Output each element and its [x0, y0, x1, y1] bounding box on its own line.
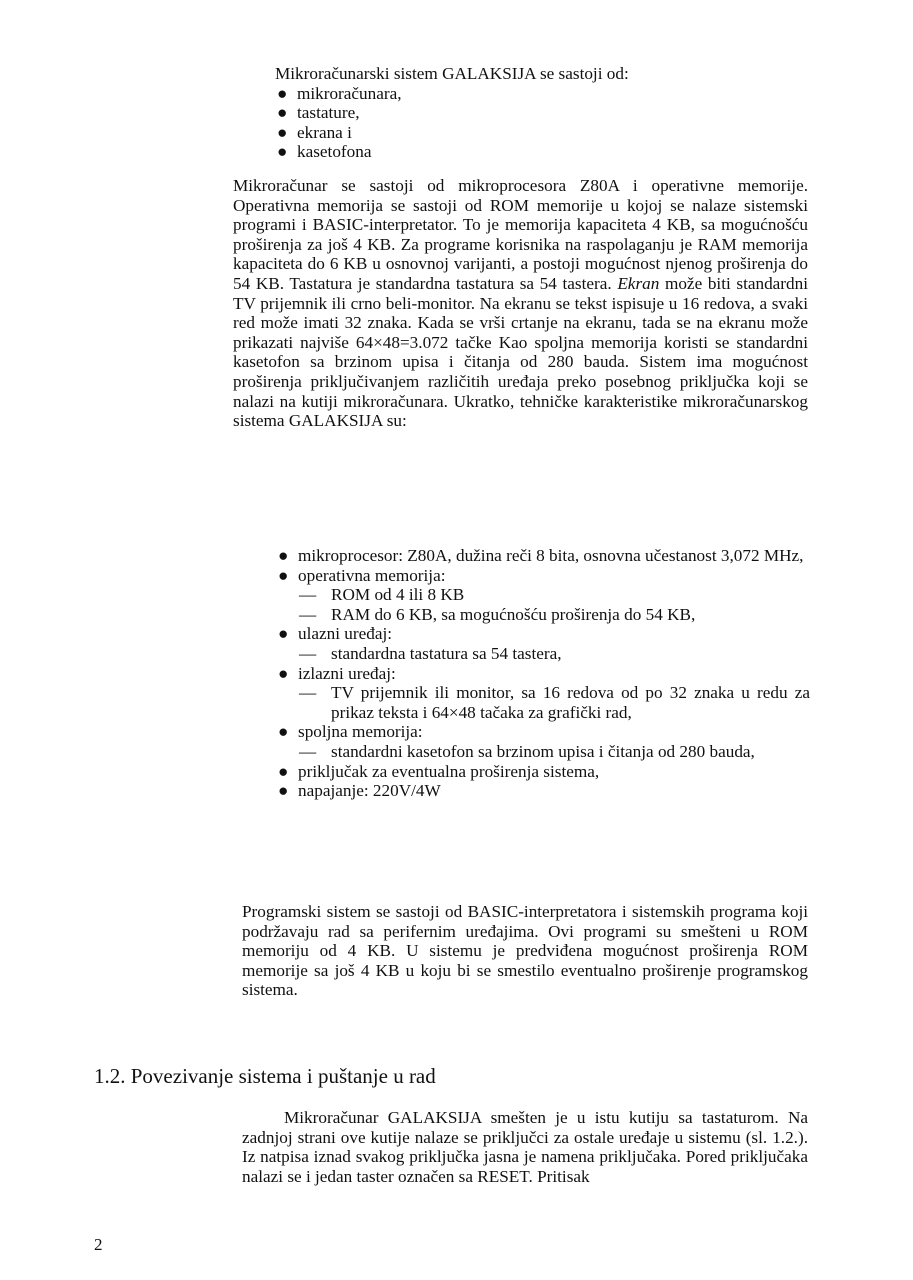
bullet-icon: ● [278, 624, 289, 644]
bullet-icon: ● [278, 781, 289, 801]
dash-icon: — [299, 585, 317, 605]
software-paragraph: Programski sistem se sastoji od BASIC-interpretatora i sistemskih programa koji podržavaju rad sa perifernim uređajima. Ovi programi su smešteni u ROM memoriju od 4 KB. U sistemu je predviđena mogućnost proširenja ROM memorije sa još 4 KB u koju bi se smestilo eventualno proširenje programskog sistema. [242, 902, 808, 1000]
bullet-icon: ● [278, 565, 289, 585]
spec-text: izlazni uređaj: [298, 663, 396, 683]
bullet-icon: ● [277, 122, 288, 142]
spec-text: standardni kasetofon sa brzinom upisa i čitanja od 280 bauda, [331, 741, 755, 761]
spec-list [275, 546, 810, 801]
spec-text: mikroprocesor: Z80A, dužina reči 8 bita, osnovna učestanost 3,072 MHz, [298, 546, 804, 565]
paragraph-text: Mikroračunar se sastoji od mikroprocesora Z80A i operativne memorije. Operativna memorija se sastoji od ROM memorije u kojoj se nalaze sistemski programi i BASIC-interpretator. To je memorija kapaciteta 4 KB, sa mogućnošću proširenja za još 4 KB. Za programe korisnika na raspolaganju je RAM memorija kapaciteta do 6 KB u osnovnoj varijanti, a postoji mogućnost njenog proširenja do 54 KB. Tastatura je standardna tastatura sa 54 tastera. [233, 176, 808, 293]
spec-text: priključak za eventualna proširenja sistema, [298, 761, 600, 781]
spec-ram [275, 605, 810, 625]
list-item [275, 103, 815, 123]
bullet-icon: ● [277, 83, 288, 103]
dash-icon: — [299, 741, 317, 761]
description-paragraph [233, 176, 808, 431]
list-item [275, 142, 815, 162]
spec-output [275, 664, 810, 684]
spec-text: TV prijemnik ili monitor, sa 16 redova od po 32 znaka u redu za prikaz teksta i 64×48 tačaka za grafički rad, [331, 683, 810, 722]
spec-expansion [275, 762, 810, 782]
dash-icon: — [299, 604, 317, 624]
bullet-icon: ● [277, 103, 288, 123]
spec-rom [275, 585, 810, 605]
intro-block [275, 64, 815, 162]
list-item [275, 84, 815, 104]
spec-power [275, 781, 810, 801]
intro-lead: Mikroračunarski sistem GALAKSIJA se sastoji od: [275, 64, 629, 83]
list-item-text: tastature, [297, 103, 360, 123]
section-paragraph: Mikroračunar GALAKSIJA smešten je u istu kutiju sa tastaturom. Na zadnjoj strani ove kutije nalaze se priključci za ostale uređaje u sistemu (sl. 1.2.). Iz natpisa iznad svakog priključka jasna je namena priključaka. Pored priključaka nalazi se i jedan taster označen sa RESET. Pritisak [242, 1108, 808, 1186]
list-item [275, 123, 815, 143]
page-number: 2 [94, 1235, 103, 1254]
spec-text: standardna tastatura sa 54 tastera, [331, 643, 562, 663]
spec-keyboard [275, 644, 810, 664]
spec-input [275, 624, 810, 644]
dash-icon: — [299, 643, 317, 663]
bullet-icon: ● [278, 761, 289, 781]
emphasized-word: Ekran [617, 273, 660, 293]
spec-text: spoljna memorija: [298, 722, 423, 742]
spec-text: ROM od 4 ili 8 KB [331, 585, 465, 605]
bullet-icon: ● [278, 546, 289, 565]
section-heading: 1.2. Povezivanje sistema i puštanje u rad [94, 1064, 436, 1088]
spec-text: ulazni uređaj: [298, 624, 393, 644]
paragraph-text: može biti standardni TV prijemnik ili crno beli-monitor. Na ekranu se tekst ispisuje u 16 redova, a svaki red može imati 32 znaka. Kada se vrši crtanje na ekranu, tada se na ekranu može prikazati najviše 64×48=3.072 tačke Kao spoljna memorija koristi se standardni kasetofon sa brzinom upisa i čitanja od 280 bauda. Sistem ima mogućnost proširenja priključivanjem različitih uređaja preko posebnog priključka koji se nalazi na kutiji mikroračunara. Ukratko, tehničke karakteristike mikroračunarskog sistema GALAKSIJA su: [233, 273, 808, 431]
bullet-icon: ● [277, 142, 288, 162]
spec-memory [275, 566, 810, 586]
bullet-icon: ● [278, 663, 289, 683]
spec-cassette [275, 742, 810, 762]
bullet-icon: ● [278, 722, 289, 742]
component-list [275, 84, 815, 162]
spec-display [275, 683, 810, 722]
spec-text: RAM do 6 KB, sa mogućnošću proširenja do 54 KB, [331, 604, 696, 624]
list-item-text: kasetofona [297, 142, 372, 162]
spec-external-memory [275, 722, 810, 742]
spec-text: operativna memorija: [298, 565, 446, 585]
dash-icon: — [299, 683, 317, 703]
list-item-text: ekrana i [297, 122, 352, 142]
list-item-text: mikroračunara, [297, 83, 402, 103]
spec-text: napajanje: 220V/4W [298, 781, 441, 801]
spec-cpu [275, 546, 810, 566]
